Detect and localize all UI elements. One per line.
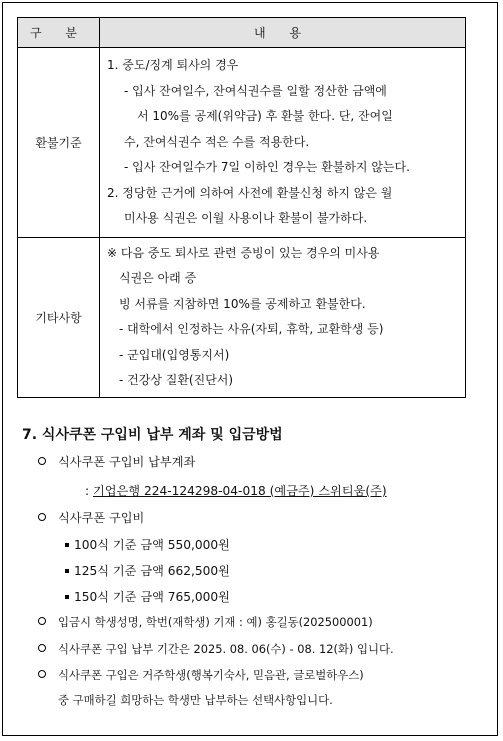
square-bullet-icon [65,569,69,573]
other-line: - 군입대(입영통지서) [119,347,230,362]
price-row [65,588,230,605]
refund-line: 2. 정당한 근거에 의하여 사전에 환불신청 하지 않은 월 [107,185,393,200]
circle-bullet-icon [38,457,46,465]
square-bullet-icon [65,595,69,599]
circle-bullet-icon [38,617,46,625]
other-label: 기타사항 [18,237,100,397]
circle-bullet-icon [38,670,46,678]
square-bullet-icon [65,543,69,547]
table-row-other [18,237,466,397]
other-line: - 건강상 질환(진단서) [119,373,234,387]
account-number: 기업은행 224-124298-04-018 (예금주) 스위티움(주) [92,484,387,498]
refund-line: 1. 중도/징계 퇴사의 경우 [107,58,239,72]
circle-bullet-icon [38,513,46,521]
refund-line: 미사용 식권은 이월 사용이나 환불이 불가하다. [124,211,368,225]
info-table [17,17,466,398]
refund-line: - 입사 잔여일수, 잔여식권수를 일할 정산한 금액에 [124,83,387,98]
note-item [38,667,364,683]
refund-line: 수, 잔여식권수 적은 수를 적용한다. [124,134,310,149]
other-line: 식권은 아래 증 [119,271,197,285]
note-text-1: 식사쿠폰 구입은 거주학생(행복기숙사, 믿음관, 글로벌하우스) [58,668,364,682]
section-title: 7. 식사쿠폰 구입비 납부 계좌 및 입금방법 [22,427,283,443]
other-line: - 대학에서 인정하는 사유(자퇴, 휴학, 교환학생 등) [119,322,384,336]
refund-content [100,48,466,238]
price-item [38,509,144,526]
header-category: 구 분 [18,18,100,48]
note-text-2: 중 구매하길 희망하는 학생만 납부하는 선택사항입니다. [58,693,333,707]
price-text: 125식 기준 금액 662,500원 [74,564,230,578]
price-label: 식사쿠폰 구입비 [58,511,145,525]
price-text: 100식 기준 금액 550,000원 [74,538,230,552]
price-row [65,562,230,579]
other-line: ※ 다음 중도 퇴사로 관련 증빙이 있는 경우의 미사용 [107,245,380,260]
refund-line: - 입사 잔여일수가 7일 이하인 경우는 환불하지 않는다. [124,160,410,174]
account-number-line [85,482,387,499]
period-text: 식사쿠폰 구입 납부 기간은 2025. 08. 06(수) - 08. 12(화) 입니다. [58,642,394,656]
header-content: 내 용 [100,18,466,48]
table-header-row [18,18,466,48]
account-prefix: : [85,484,93,498]
price-text: 150식 기준 금액 765,000원 [74,590,230,604]
refund-line: 서 10%를 공제(위약금) 후 환불 한다. 단, 잔여일 [137,109,393,123]
account-item [38,453,195,470]
refund-label: 환불기준 [18,48,100,238]
table-row-refund [18,48,466,238]
other-content [100,237,466,397]
price-row [65,536,230,553]
depositor-text: 입금시 학생성명, 학번(재학생) 기재 : 예) 홍길동(202500001) [58,615,373,629]
circle-bullet-icon [38,644,46,652]
other-line: 빙 서류를 지참하면 10%를 공제하고 환불한다. [119,296,366,311]
depositor-item [38,614,373,630]
period-item [38,641,394,657]
account-label: 식사쿠폰 구입비 납부계좌 [58,455,196,469]
